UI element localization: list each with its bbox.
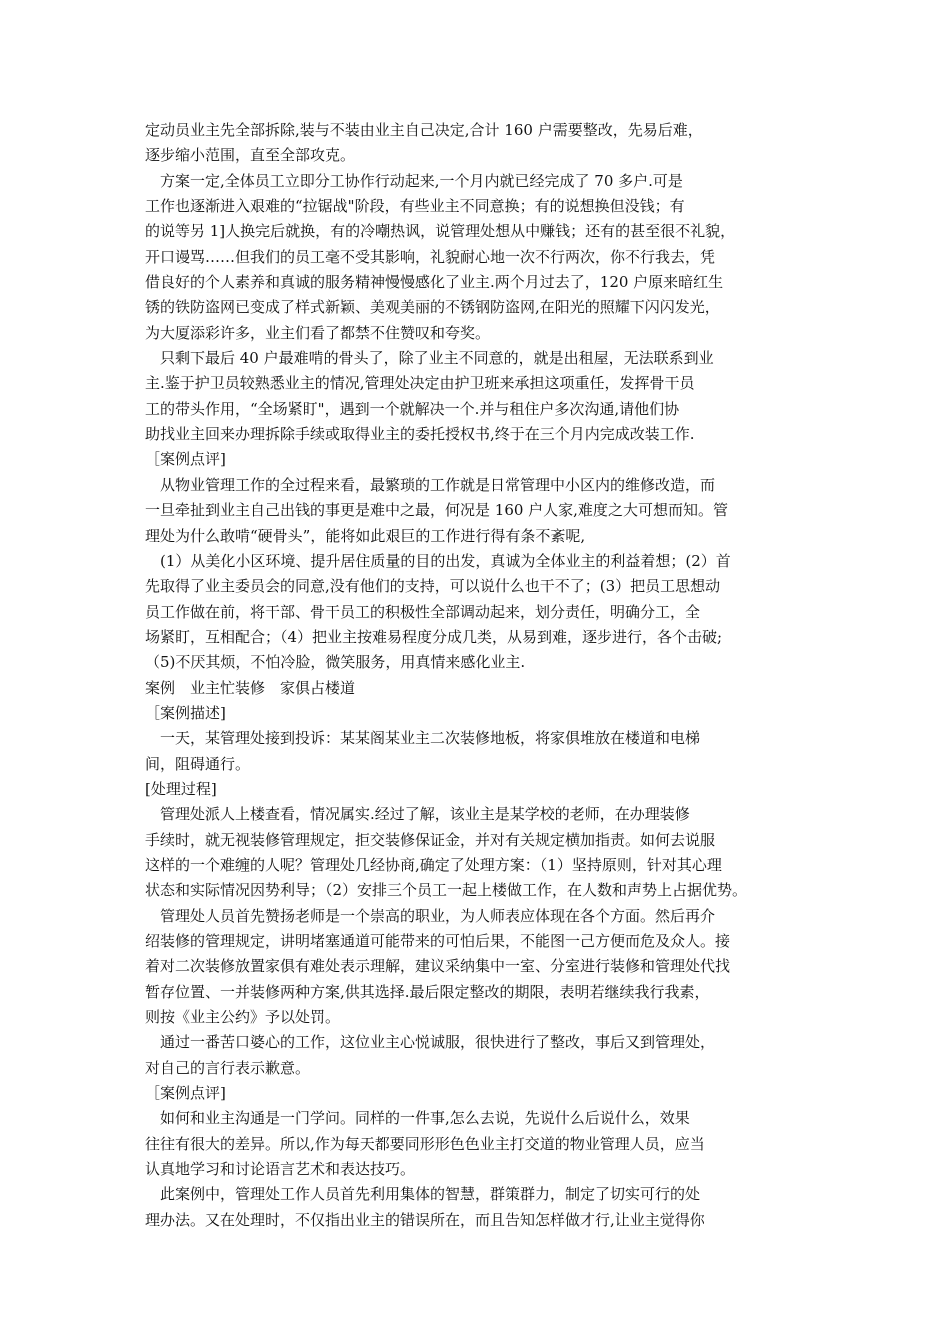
text-line: ［案例点评] (145, 450, 226, 469)
text-line: 绍装修的管理规定，讲明堵塞通道可能带来的可怕后果，不能图一己方便而危及众人。接 (145, 932, 731, 950)
text-line: 间，阻碍通行。 (145, 754, 251, 773)
text-line: ［案例点评] (145, 1084, 226, 1103)
text-line: 开口谩骂……但我们的员工毫不受其影响，礼貌耐心地一次不行两次，你不行我去，凭 (145, 247, 716, 266)
text-line: 管理处人员首先赞扬老师是一个崇高的职业，为人师表应体现在各个方面。然后再介 (145, 906, 716, 925)
text-line: 暂存位置、一并装修两种方案,供其选择.最后限定整改的期限，表明若继续我行我素， (145, 982, 710, 1001)
text-line: 通过一番苦口婆心的工作，这位业主心悦诚服，很快进行了整改，事后又到管理处， (145, 1033, 716, 1052)
text-line: （5)不厌其烦，不怕冷脸，微笑服务，用真情来感化业主. (145, 653, 526, 672)
text-line: 工的带头作用，“全场紧盯"，遇到一个就解决一个.并与租住户多次沟通,请他们协 (145, 399, 680, 418)
text-line: 这样的一个难缠的人呢？管理处几经协商,确定了处理方案：（1）坚持原则，针对其心理 (145, 855, 722, 874)
text-line: 定动员业主先全部拆除,装与不装由业主自己决定,合计 160 户需要整改，先易后难， (145, 121, 703, 139)
text-line: 助找业主回来办理拆除手续或取得业主的委托授权书,终于在三个月内完成改装工作. (145, 425, 695, 444)
text-line: 手续时，就无视装修管理规定，拒交装修保证金，并对有关规定横加指责。如何去说服 (145, 830, 716, 849)
text-line: 员工作做在前，将干部、骨干员工的积极性全部调动起来，划分责任，明确分工，全 (145, 602, 701, 621)
text-line: 往往有很大的差异。所以,作为每天都要同形形色色业主打交道的物业管理人员，应当 (145, 1134, 705, 1153)
text-line: 逐步缩小范围，直至全部攻克。 (145, 146, 356, 165)
text-line: 对自己的言行表示歉意。 (145, 1058, 311, 1077)
text-line: 一天，某管理处接到投诉：某某阁某业主二次装修地板，将家俱堆放在楼道和电梯 (145, 729, 701, 748)
text-line: 借良好的个人素养和真诚的服务精神慢慢感化了业主.两个月过去了，120 户原来暗红生 (145, 273, 724, 292)
text-line: 状态和实际情况因势利导；（2）安排三个员工一起上楼做工作，在人数和声势上占据优势。 (145, 881, 748, 900)
text-line: 方案一定,全体员工立即分工协作行动起来,一个月内就已经完成了 70 多户.可是 (145, 171, 683, 190)
text-line: 锈的铁防盗网已变成了样式新颖、美观美丽的不锈钢防盗网,在阳光的照耀下闪闪发光， (145, 298, 720, 317)
text-line: ［案例描述] (145, 703, 226, 722)
text-line: [处理过程] (145, 779, 217, 798)
text-line: 理处为什么敢啃“硬骨头”，能将如此艰巨的工作进行得有条不紊呢, (145, 526, 586, 545)
text-line: 如何和业主沟通是一门学问。同样的一件事,怎么去说，先说什么后说什么，效果 (145, 1109, 690, 1128)
text-line: 着对二次装修放置家俱有难处表示理解，建议采纳集中一室、分室进行装修和管理处代找 (145, 957, 731, 976)
text-line: 理办法。又在处理时，不仅指出业主的错误所在，而且告知怎样做才行,让业主觉得你 (145, 1210, 705, 1229)
text-line: 管理处派人上楼查看，情况属实.经过了解，该业主是某学校的老师，在办理装修 (145, 805, 690, 824)
text-line: 主.鉴于护卫员较熟悉业主的情况,管理处决定由护卫班来承担这项重任，发挥骨干员 (145, 374, 695, 393)
text-line: 只剩下最后 40 户最难啃的骨头了，除了业主不同意的，就是出租屋，无法联系到业 (145, 349, 714, 368)
document-body (145, 118, 825, 1233)
text-line: (1）从美化小区环境、提升居住质量的目的出发，真诚为全体业主的利益着想；(2）首 (145, 551, 731, 570)
text-line: 案例 业主忙装修 家俱占楼道 (145, 678, 356, 697)
text-line: 从物业管理工作的全过程来看，最繁琐的工作就是日常管理中小区内的维修改造，而 (145, 475, 716, 494)
text-line: 工作也逐渐进入艰难的“拉锯战"阶段，有些业主不同意换；有的说想换但没钱；有 (145, 197, 685, 216)
text-line: 先取得了业主委员会的同意,没有他们的支持，可以说什么也干不了；(3）把员工思想动 (145, 577, 721, 596)
text-line: 则按《业主公约》予以处罚。 (145, 1008, 341, 1027)
text-line: 场紧盯，互相配合；（4）把业主按难易程度分成几类，从易到难，逐步进行，各个击破; (145, 627, 723, 646)
text-line: 为大厦添彩许多，业主们看了都禁不住赞叹和夸奖。 (145, 323, 491, 342)
text-line: 认真地学习和讨论语言艺术和表达技巧。 (145, 1160, 416, 1179)
text-line: 此案例中，管理处工作人员首先利用集体的智慧，群策群力，制定了切实可行的处 (145, 1185, 701, 1204)
text-line: 一旦牵扯到业主自己出钱的事更是难中之最，何况是 160 户人家,难度之大可想而知。管 (145, 501, 728, 520)
text-line: 的说等另 1]人换完后就换，有的冷嘲热讽，说管理处想从中赚钱；还有的甚至很不礼貌， (145, 222, 736, 241)
